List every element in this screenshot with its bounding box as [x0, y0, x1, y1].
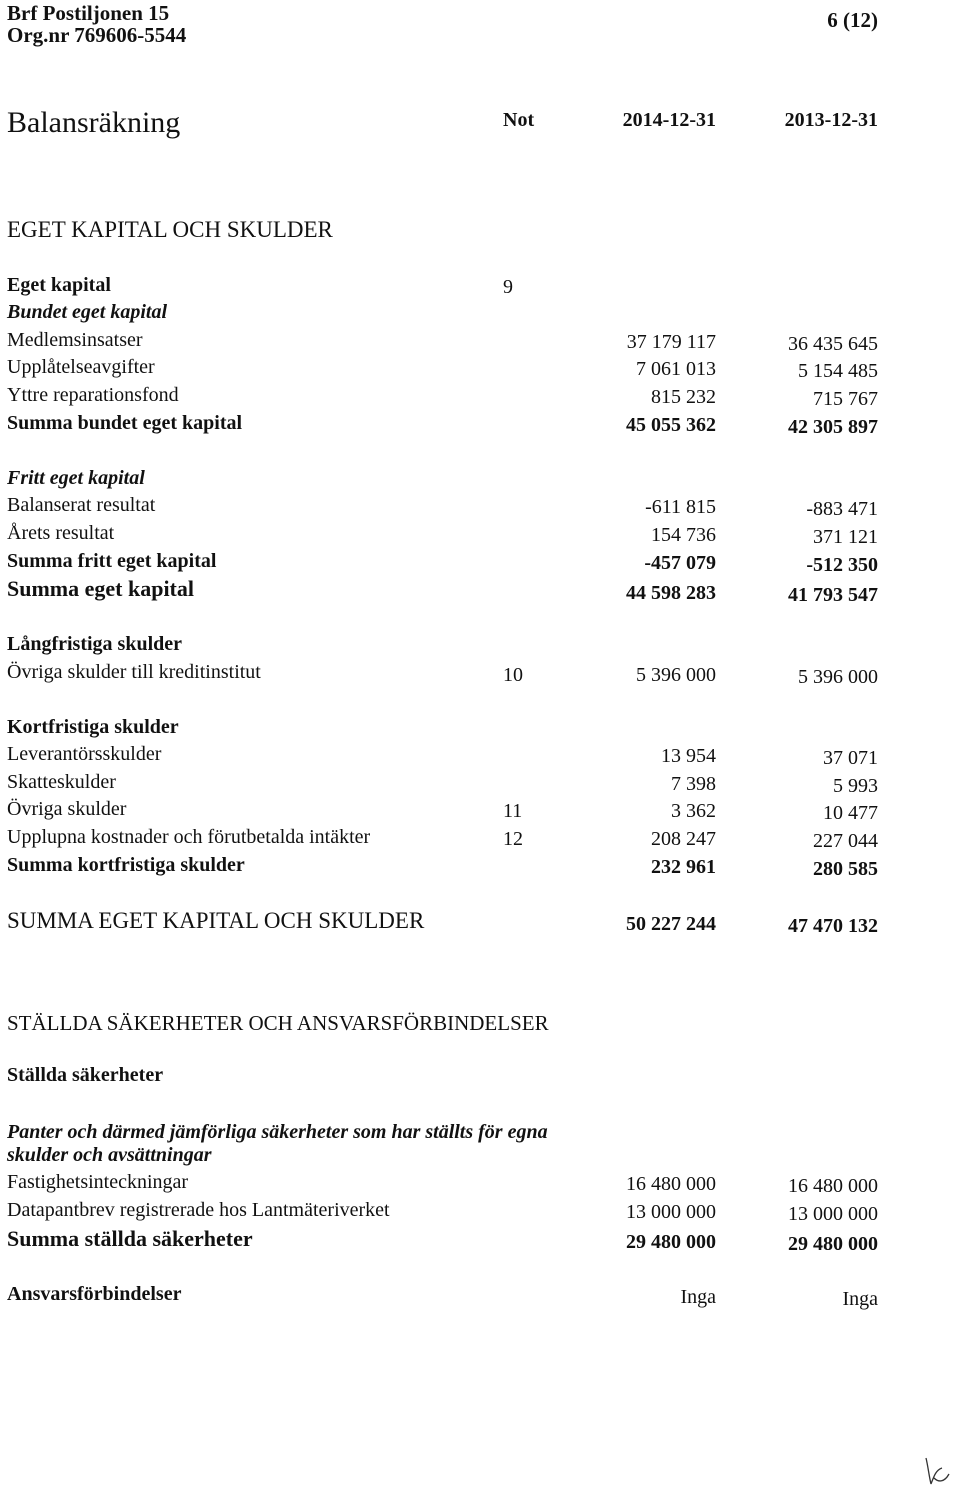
row-label: Årets resultat — [7, 522, 115, 544]
row-value-2014: 3 362 — [671, 800, 716, 822]
row-value-2013: 227 044 — [813, 830, 878, 852]
column-header-note: Not — [503, 109, 535, 131]
row-note: 11 — [503, 800, 523, 822]
long-term-liabilities-heading: Långfristiga skulder — [7, 633, 183, 655]
row-note: 12 — [503, 828, 523, 850]
sum-label: Summa bundet eget kapital — [7, 412, 243, 434]
contingent-liabilities-2014: Inga — [680, 1286, 716, 1308]
row-value-2013: 13 000 000 — [788, 1203, 878, 1225]
row-value-2013: 37 071 — [823, 747, 878, 769]
row-label: Fastighetsinteckningar — [7, 1171, 189, 1193]
sum-label: Summa ställda säkerheter — [7, 1226, 253, 1251]
row-value-2014: 7 398 — [671, 773, 716, 795]
row-note: 10 — [503, 664, 523, 686]
pledged-assets-subheading-cont: skulder och avsättningar — [7, 1144, 212, 1166]
sum-value-2013: 280 585 — [813, 858, 878, 880]
row-label: Upplupna kostnader och förutbetalda intäkter — [7, 826, 371, 848]
handwritten-initials-icon — [922, 1456, 952, 1486]
row-value-2013: -883 471 — [806, 498, 878, 520]
sum-value-2013: 29 480 000 — [788, 1233, 878, 1255]
sum-value-2013: 42 305 897 — [788, 416, 878, 438]
column-header-2014: 2014-12-31 — [622, 109, 716, 131]
page-number: 6 (12) — [827, 8, 878, 32]
equity-heading: Eget kapital — [7, 274, 111, 296]
contingent-liabilities-2013: Inga — [842, 1288, 878, 1310]
row-value-2013: 16 480 000 — [788, 1175, 878, 1197]
row-label: Yttre reparationsfond — [7, 384, 179, 406]
row-value-2014: 815 232 — [651, 386, 716, 408]
row-label: Upplåtelseavgifter — [7, 356, 155, 378]
pledged-assets-heading: Ställda säkerheter — [7, 1064, 164, 1086]
sum-value-2014: -457 079 — [644, 552, 716, 574]
row-label: Medlemsinsatser — [7, 329, 143, 351]
row-value-2014: 208 247 — [651, 828, 716, 850]
sum-label: Summa kortfristiga skulder — [7, 854, 245, 876]
company-name: Brf Postiljonen 15 — [7, 1, 170, 25]
unrestricted-equity-heading: Fritt eget kapital — [7, 467, 145, 489]
sum-value-2014: 232 961 — [651, 856, 716, 878]
row-value-2013: 5 154 485 — [798, 360, 878, 382]
sum-value-2013: 41 793 547 — [788, 584, 878, 606]
short-term-liabilities-heading: Kortfristiga skulder — [7, 716, 179, 738]
row-label: Balanserat resultat — [7, 494, 156, 516]
org-number: Org.nr 769606-5544 — [7, 23, 187, 47]
row-value-2014: 7 061 013 — [636, 358, 716, 380]
section-heading-equity-liabilities: EGET KAPITAL OCH SKULDER — [7, 217, 333, 242]
page-title: Balansräkning — [7, 106, 181, 139]
row-value-2013: 10 477 — [823, 802, 878, 824]
row-label: Datapantbrev registrerade hos Lantmäteriverket — [7, 1199, 390, 1221]
row-value-2014: 13 954 — [661, 745, 716, 767]
sum-label: Summa fritt eget kapital — [7, 550, 217, 572]
grand-total-2014: 50 227 244 — [626, 913, 716, 935]
equity-note: 9 — [503, 276, 513, 298]
sum-label: Summa eget kapital — [7, 576, 194, 601]
sum-value-2014: 29 480 000 — [626, 1231, 716, 1253]
contingent-liabilities-label: Ansvarsförbindelser — [7, 1283, 182, 1305]
sum-value-2014: 44 598 283 — [626, 582, 716, 604]
row-value-2013: 715 767 — [813, 388, 878, 410]
column-header-2013: 2013-12-31 — [784, 109, 878, 131]
row-value-2013: 36 435 645 — [788, 333, 878, 355]
grand-total-label: SUMMA EGET KAPITAL OCH SKULDER — [7, 908, 425, 933]
row-value-2014: 154 736 — [651, 524, 716, 546]
row-value-2013: 5 993 — [833, 775, 878, 797]
row-value-2013: 371 121 — [813, 526, 878, 548]
section-heading-pledged-assets: STÄLLDA SÄKERHETER OCH ANSVARSFÖRBINDELSER — [7, 1011, 549, 1035]
row-label: Övriga skulder — [7, 798, 127, 820]
row-value-2013: 5 396 000 — [798, 666, 878, 688]
row-label: Övriga skulder till kreditinstitut — [7, 661, 261, 683]
row-value-2014: 5 396 000 — [636, 664, 716, 686]
restricted-equity-heading: Bundet eget kapital — [7, 301, 167, 323]
row-value-2014: 13 000 000 — [626, 1201, 716, 1223]
row-label: Skatteskulder — [7, 771, 116, 793]
sum-value-2013: -512 350 — [806, 554, 878, 576]
row-value-2014: 16 480 000 — [626, 1173, 716, 1195]
pledged-assets-subheading: Panter och därmed jämförliga säkerheter som har ställts för egna — [7, 1121, 548, 1143]
grand-total-2013: 47 470 132 — [788, 915, 878, 937]
row-value-2014: -611 815 — [645, 496, 716, 518]
row-value-2014: 37 179 117 — [626, 331, 716, 353]
sum-value-2014: 45 055 362 — [626, 414, 716, 436]
row-label: Leverantörsskulder — [7, 743, 162, 765]
